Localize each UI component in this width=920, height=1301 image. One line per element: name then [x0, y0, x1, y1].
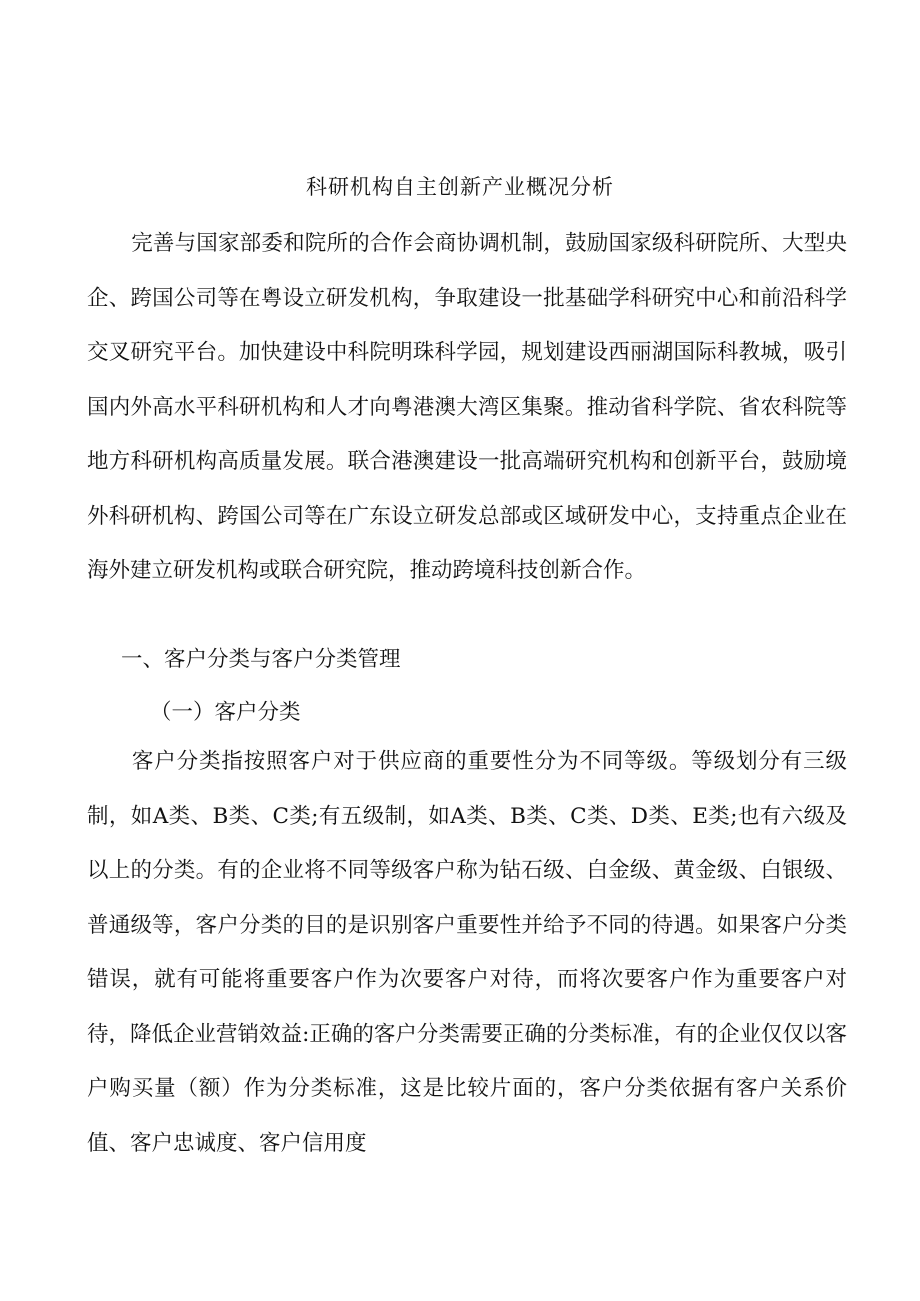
subsection-heading: （一）客户分类: [150, 700, 301, 725]
body-paragraph: [87, 735, 847, 1171]
section-heading: 一、客户分类与客户分类管理: [121, 647, 401, 672]
paragraph-text: 完善与国家部委和院所的合作会商协调机制，鼓励国家级科研院所、大型央企、跨国公司等在粤设立研发机构，争取建设一批基础学科研究中心和前沿科学交叉研究平台。加快建设中科院明珠科学园，规划建设西丽湖国际科教城，吸引国内外高水平科研机构和人才向粤港澳大湾区集聚。推动省科学院、省农科院等地方科研机构高质量发展。联合港澳建设一批高端研究机构和创新平台，鼓励境外科研机构、跨国公司等在广东设立研发总部或区域研发中心，支持重点企业在海外建立研发机构或联合研究院，推动跨境科技创新合作。: [87, 231, 847, 583]
body-paragraph: [87, 217, 847, 599]
document-title: 科研机构自主创新产业概况分析: [306, 175, 614, 199]
paragraph-text: 客户分类指按照客户对于供应商的重要性分为不同等级。等级划分有三级制，如A类、B类、C类;有五级制，如A类、B类、C类、D类、E类;也有六级及以上的分类。有的企业将不同等级客户称为钻石级、白金级、黄金级、白银级、普通级等，客户分类的目的是识别客户重要性并给予不同的待遇。如果客户分类错误，就有可能将重要客户作为次要客户对待，而将次要客户作为重要客户对待，降低企业营销效益:正确的客户分类需要正确的分类标准，有的企业仅仅以客户购买量（额）作为分类标准，这是比较片面的，客户分类依据有客户关系价值、客户忠诚度、客户信用度: [87, 749, 847, 1156]
